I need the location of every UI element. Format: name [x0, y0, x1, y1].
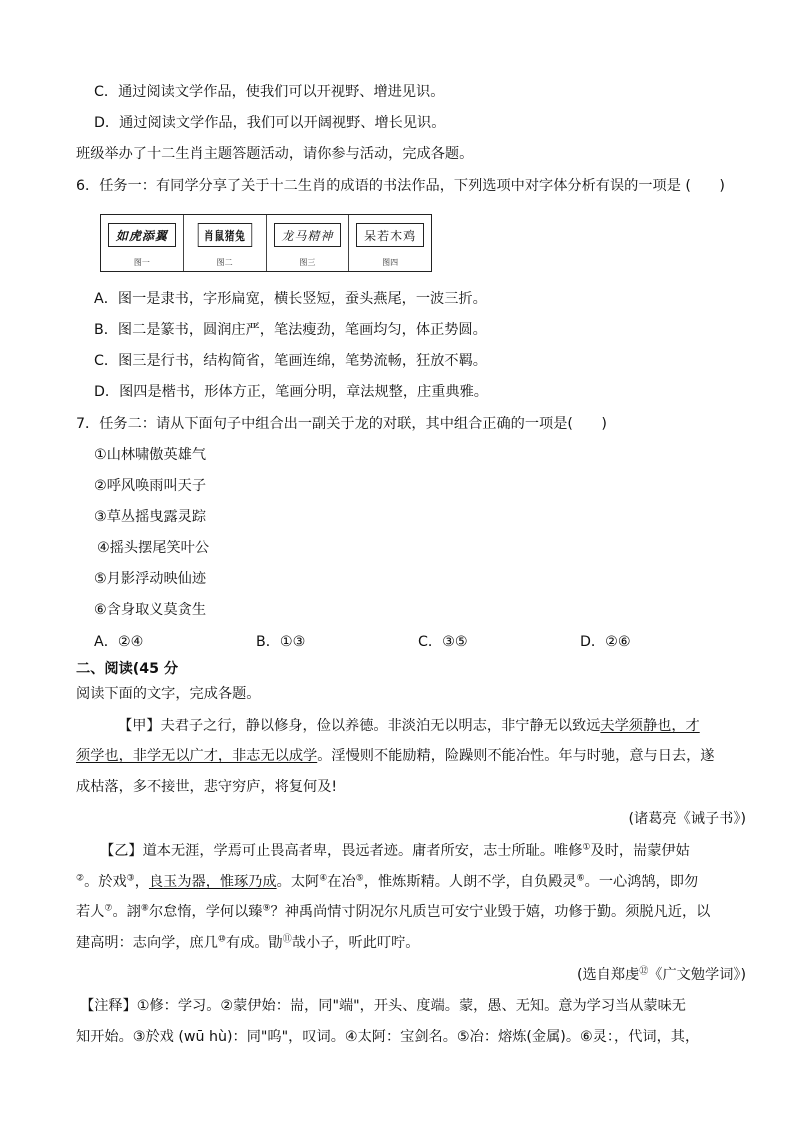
- q6-option-a: A．图一是隶书，字形扁宽，横长竖短，蚕头燕尾，一波三折。: [94, 291, 487, 307]
- yi-line-3: [76, 902, 710, 922]
- q6-option-b: B．图二是篆书，圆润庄严，笔法瘦劲，笔画均匀，体正势圆。: [94, 322, 487, 338]
- q5-option-c: C．通过阅读文学作品，使我们可以开视野、增进见识。: [94, 84, 445, 100]
- figure-4: [349, 215, 431, 271]
- jia-text: 。淫慢则不能励精，险躁则不能冶性。年与时驰，意与日去，遂: [317, 748, 715, 764]
- note-ref-10: ⑩: [217, 934, 226, 945]
- yi-text: 若人: [76, 904, 105, 920]
- yi-text: ，: [134, 874, 149, 890]
- yi-line-2: [76, 872, 698, 892]
- yi-underlined-text: 良玉为器，惟琢乃成: [148, 874, 277, 890]
- figure-3-caption: 图三: [299, 258, 316, 267]
- jia-text: 【甲】夫君子之行，静以修身，俭以养德。非淡泊无以明志，非宁静无以致远: [118, 718, 601, 734]
- section-instruction: 阅读下面的文字，完成各题。: [76, 686, 261, 702]
- q6-option-c: C．图三是行书，结构简省，笔画连绵，笔势流畅，狂放不羁。: [94, 353, 487, 369]
- note-ref-1: ①: [582, 842, 591, 853]
- yi-text: 哉小子，听此叮咛。: [291, 935, 420, 951]
- note-ref-3: ③: [126, 873, 135, 884]
- yi-text: 。詡: [112, 904, 141, 920]
- section-heading: 二、阅读(45 分: [76, 661, 179, 677]
- yi-line-1: [100, 841, 690, 861]
- yi-text: 。於戏: [84, 874, 127, 890]
- calligraphy-figure-strip: [100, 214, 432, 272]
- yi-text: ，惟炼斯精。人朗不学，自负殿灵: [363, 874, 577, 890]
- yi-text: 有成。勖: [225, 935, 283, 951]
- notes-line-2: 知开始。③於戏 (wū hù)：同"呜"，叹词。④太阿：宝剑名。⑤冶：熔炼(金属)。⑥灵：，代词，其，: [76, 1029, 700, 1045]
- yi-text: 在冶: [327, 874, 356, 890]
- figure-1-caption: 图一: [133, 258, 150, 267]
- figure-4-calligraphy: 呆若木鸡: [356, 223, 424, 247]
- q7-item-3: ③草丛摇曳露灵踪: [94, 509, 207, 525]
- yi-text: 。太阿: [276, 874, 320, 890]
- figure-3: [267, 215, 350, 271]
- yi-text: 【乙】道本无涯，学焉可止畏高者卑，畏远者迹。庸者所安，志士所耻。唯修: [100, 843, 583, 859]
- jia-line-2: [76, 746, 714, 766]
- figure-2-caption: 图二: [216, 258, 233, 267]
- q7-stem: 7．任务二：请从下面句子中组合出一副关于龙的对联，其中组合正确的一项是( ): [76, 416, 607, 432]
- yi-text: 尔怠惰，学何以臻: [148, 904, 263, 920]
- q6-stem: 6．任务一：有同学分享了关于十二生肖的成语的书法作品，下列选项中对字体分析有误的一项是 ( ): [76, 178, 725, 194]
- yi-line-4: [76, 933, 419, 953]
- q7-item-1: ①山林啸傲英雄气: [94, 447, 207, 463]
- note-ref-7: ⑦: [104, 903, 113, 914]
- figure-1-calligraphy: 如虎添翼: [108, 223, 176, 247]
- jia-underlined-text: 须学也，非学无以广才，非志无以成学: [76, 748, 318, 764]
- figure-4-caption: 图四: [382, 258, 399, 267]
- q7-choice-d: D．②⑥: [580, 634, 631, 650]
- jia-line-1: [118, 716, 700, 736]
- q7-item-2: ②呼风唤雨叫天子: [94, 478, 207, 494]
- q7-item-5: ⑤月影浮动映仙迹: [94, 571, 207, 587]
- note-ref-11: ⑪: [282, 934, 292, 945]
- figure-3-calligraphy: 龙马精神: [274, 223, 342, 247]
- yi-text: 建高明：志向学，庶几: [76, 935, 218, 951]
- yi-source: [577, 965, 746, 985]
- note-ref-9: ⑨: [262, 903, 271, 914]
- note-ref-4: ④: [319, 873, 328, 884]
- figure-2-calligraphy: 肖鼠猪兔: [198, 223, 252, 247]
- yi-source-text: (选自郑虔: [576, 967, 640, 983]
- note-ref-6: ⑥: [576, 873, 585, 884]
- q7-item-6: ⑥含身取义莫贪生: [94, 602, 207, 618]
- q7-choice-b: B．①③: [256, 634, 306, 650]
- yi-source-text: 《广文勉学词》): [648, 967, 746, 983]
- q7-item-4: ④摇头摆尾笑叶公: [97, 540, 210, 556]
- note-ref-12: ⑫: [639, 966, 649, 977]
- activity-intro: 班级举办了十二生肖主题答题活动，请你参与活动，完成各题。: [76, 146, 474, 162]
- notes-line-1: 【注释】①修：学习。②蒙伊始：耑，同"端"，开头、度端。蒙，愚、无知。意为学习当从蒙味无: [80, 998, 686, 1014]
- note-ref-5: ⑤: [355, 873, 364, 884]
- q7-choice-c: C．③⑤: [418, 634, 468, 650]
- yi-text: 及时，耑蒙伊姑: [590, 843, 690, 859]
- note-ref-8: ⑧: [140, 903, 149, 914]
- q6-option-d: D．图四是楷书，形体方正，笔画分明，章法规整，庄重典雅。: [94, 384, 488, 400]
- q5-option-d: D．通过阅读文学作品，我们可以开阔视野、增长见识。: [94, 115, 446, 131]
- jia-line-3: 成枯落，多不接世，悲守穷庐，将复何及!: [76, 779, 338, 795]
- q7-choice-a: A．②④: [94, 634, 144, 650]
- note-ref-2: ②: [76, 873, 85, 884]
- yi-text: ？神禹尚情寸阴况尔凡质岂可安宁业毁于嬉，功修于勤。须脱凡近，以: [270, 904, 711, 920]
- jia-underlined-text: 夫学须静也，才: [600, 718, 700, 734]
- figure-1: [101, 215, 184, 271]
- figure-2: [184, 215, 267, 271]
- jia-source: (诸葛亮《诫子书》): [628, 811, 746, 827]
- yi-text: 。一心鸿鹄，即勿: [584, 874, 699, 890]
